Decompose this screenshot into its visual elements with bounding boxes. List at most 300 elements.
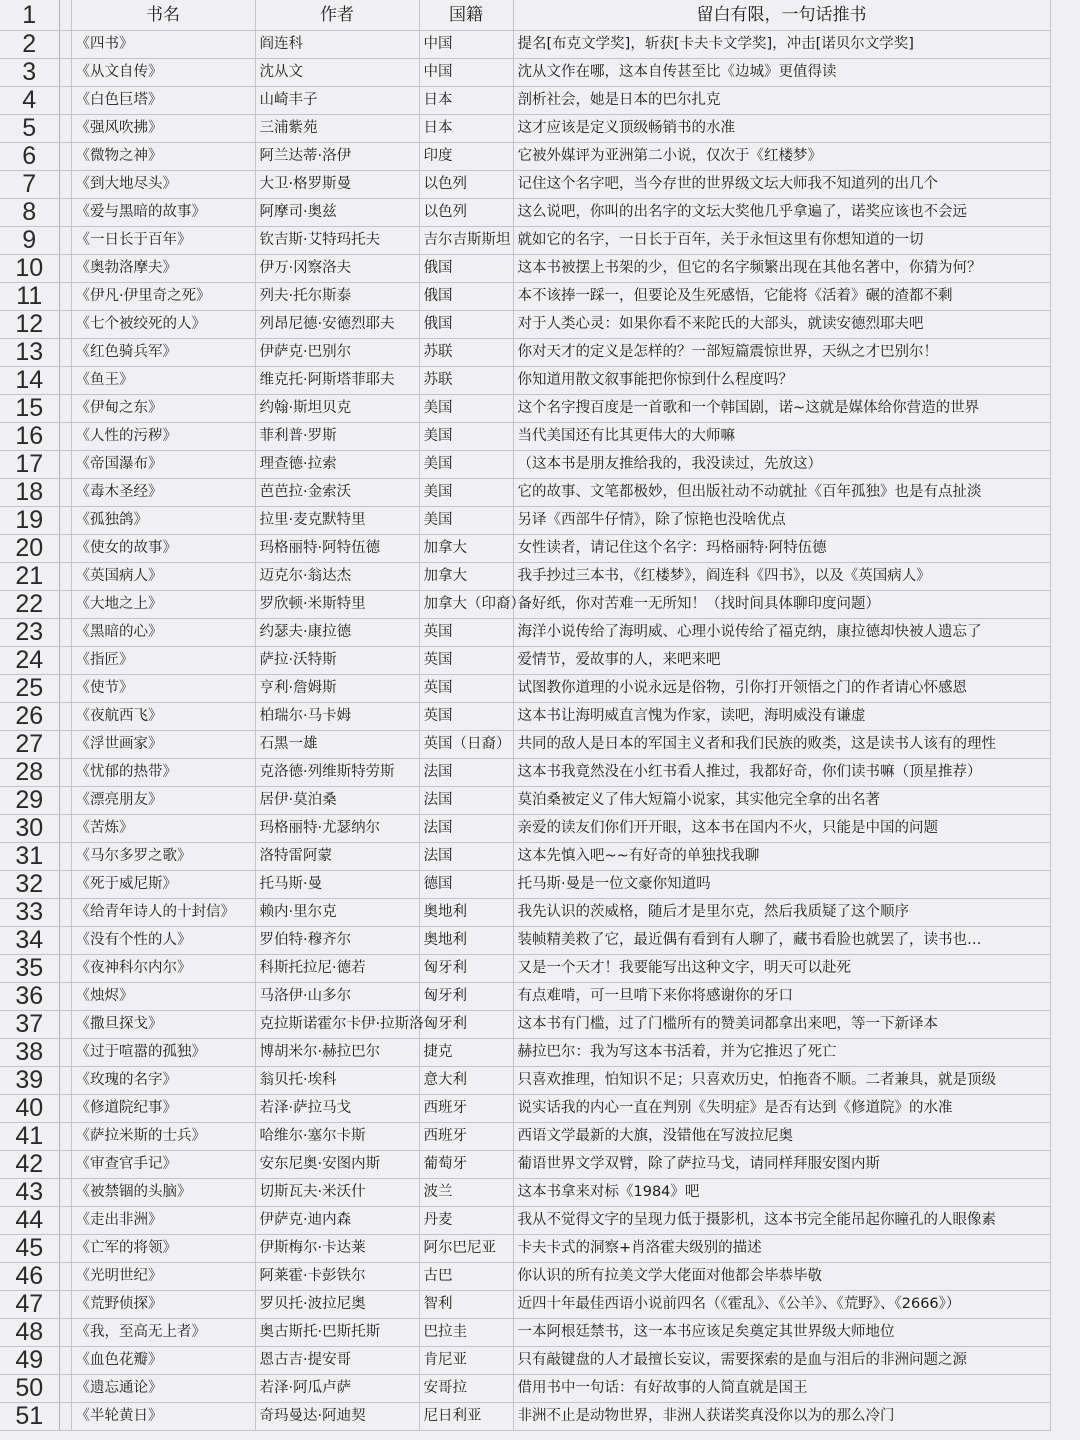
author-cell[interactable]: 玛格丽特·尤瑟纳尔 <box>255 815 419 843</box>
header-recommendation[interactable]: 留白有限，一句话推书 <box>513 0 1050 31</box>
gap-cell[interactable] <box>59 143 71 171</box>
row-number[interactable]: 48 <box>0 1319 59 1347</box>
country-cell[interactable]: 波兰 <box>419 1179 513 1207</box>
row-number[interactable]: 43 <box>0 1179 59 1207</box>
recommendation-cell[interactable]: 近四十年最佳西语小说前四名（《霍乱》、《公羊》、《荒野》、《2666》） <box>513 1291 1050 1319</box>
author-cell[interactable]: 阎连科 <box>255 31 419 59</box>
recommendation-cell[interactable]: 沈从文作在哪，这本自传甚至比《边城》更值得读 <box>513 59 1050 87</box>
recommendation-cell[interactable]: 海洋小说传给了海明威、心理小说传给了福克纳，康拉德却快被人遗忘了 <box>513 619 1050 647</box>
country-cell[interactable]: 西班牙 <box>419 1123 513 1151</box>
book-cell[interactable]: 《从文自传》 <box>71 59 255 87</box>
book-cell[interactable]: 《苦炼》 <box>71 815 255 843</box>
recommendation-cell[interactable]: 女性读者，请记住这个名字：玛格丽特·阿特伍德 <box>513 535 1050 563</box>
row-number[interactable]: 15 <box>0 395 59 423</box>
author-cell[interactable]: 翁贝托·埃科 <box>255 1067 419 1095</box>
row-number[interactable]: 5 <box>0 115 59 143</box>
gap-cell[interactable] <box>59 1179 71 1207</box>
country-cell[interactable]: 法国 <box>419 787 513 815</box>
country-cell[interactable]: 苏联 <box>419 339 513 367</box>
author-cell[interactable]: 钦吉斯·艾特玛托夫 <box>255 227 419 255</box>
author-cell[interactable]: 罗伯特·穆齐尔 <box>255 927 419 955</box>
country-cell[interactable]: 加拿大 <box>419 535 513 563</box>
recommendation-cell[interactable]: 非洲不止是动物世界，非洲人获诺奖真没你以为的那么冷门 <box>513 1403 1050 1431</box>
country-cell[interactable]: 苏联 <box>419 367 513 395</box>
country-cell[interactable]: 肯尼亚 <box>419 1347 513 1375</box>
country-cell[interactable]: 匈牙利 <box>419 955 513 983</box>
book-cell[interactable]: 《微物之神》 <box>71 143 255 171</box>
row-number[interactable]: 17 <box>0 451 59 479</box>
author-cell[interactable]: 伊万·冈察洛夫 <box>255 255 419 283</box>
author-cell[interactable]: 安东尼奥·安图内斯 <box>255 1151 419 1179</box>
gap-cell[interactable] <box>59 871 71 899</box>
country-cell[interactable]: 以色列 <box>419 171 513 199</box>
recommendation-cell[interactable]: 试图教你道理的小说永远是俗物，引你打开领悟之门的作者请心怀感恩 <box>513 675 1050 703</box>
gap-cell[interactable] <box>59 563 71 591</box>
country-cell[interactable]: 古巴 <box>419 1263 513 1291</box>
recommendation-cell[interactable]: 这本书被摆上书架的少，但它的名字频繁出现在其他名著中，你猜为何？ <box>513 255 1050 283</box>
recommendation-cell[interactable]: 就如它的名字，一日长于百年，关于永恒这里有你想知道的一切 <box>513 227 1050 255</box>
country-cell[interactable]: 加拿大 <box>419 563 513 591</box>
recommendation-cell[interactable]: 托马斯·曼是一位文豪你知道吗 <box>513 871 1050 899</box>
author-cell[interactable]: 阿兰达蒂·洛伊 <box>255 143 419 171</box>
recommendation-cell[interactable]: 说实话我的内心一直在判别《失明症》是否有达到《修道院》的水准 <box>513 1095 1050 1123</box>
author-cell[interactable]: 奥古斯托·巴斯托斯 <box>255 1319 419 1347</box>
recommendation-cell[interactable]: 它的故事、文笔都极妙，但出版社动不动就扯《百年孤独》也是有点扯淡 <box>513 479 1050 507</box>
author-cell[interactable]: 沈从文 <box>255 59 419 87</box>
country-cell[interactable]: 葡萄牙 <box>419 1151 513 1179</box>
book-cell[interactable]: 《一日长于百年》 <box>71 227 255 255</box>
gap-cell[interactable] <box>59 955 71 983</box>
book-cell[interactable]: 《烛烬》 <box>71 983 255 1011</box>
country-cell[interactable]: 日本 <box>419 115 513 143</box>
author-cell[interactable]: 拉里·麦克默特里 <box>255 507 419 535</box>
gap-cell[interactable] <box>59 115 71 143</box>
country-cell[interactable]: 匈牙利 <box>419 1011 513 1039</box>
book-cell[interactable]: 《使女的故事》 <box>71 535 255 563</box>
country-cell[interactable]: 俄国 <box>419 311 513 339</box>
country-cell[interactable]: 美国 <box>419 451 513 479</box>
recommendation-cell[interactable]: 这本书拿来对标《1984》吧 <box>513 1179 1050 1207</box>
row-number[interactable]: 26 <box>0 703 59 731</box>
book-cell[interactable]: 《没有个性的人》 <box>71 927 255 955</box>
country-cell[interactable]: 英国 <box>419 647 513 675</box>
recommendation-cell[interactable]: 你知道用散文叙事能把你惊到什么程度吗？ <box>513 367 1050 395</box>
country-cell[interactable]: 英国（日裔） <box>419 731 513 759</box>
country-cell[interactable]: 中国 <box>419 59 513 87</box>
book-cell[interactable]: 《毒木圣经》 <box>71 479 255 507</box>
country-cell[interactable]: 法国 <box>419 759 513 787</box>
row-number[interactable]: 1 <box>0 0 59 31</box>
author-cell[interactable]: 克洛德·列维斯特劳斯 <box>255 759 419 787</box>
row-number[interactable]: 30 <box>0 815 59 843</box>
author-cell[interactable]: 维克托·阿斯塔菲耶夫 <box>255 367 419 395</box>
row-number[interactable]: 39 <box>0 1067 59 1095</box>
gap-cell[interactable] <box>59 451 71 479</box>
book-cell[interactable]: 《半轮黄日》 <box>71 1403 255 1431</box>
book-cell[interactable]: 《黑暗的心》 <box>71 619 255 647</box>
row-number[interactable]: 19 <box>0 507 59 535</box>
recommendation-cell[interactable]: 我手抄过三本书，《红楼梦》，阎连科《四书》，以及《英国病人》 <box>513 563 1050 591</box>
gap-cell[interactable] <box>59 1067 71 1095</box>
row-number[interactable]: 25 <box>0 675 59 703</box>
country-cell[interactable]: 阿尔巴尼亚 <box>419 1235 513 1263</box>
country-cell[interactable]: 捷克 <box>419 1039 513 1067</box>
row-number[interactable]: 29 <box>0 787 59 815</box>
row-number[interactable]: 22 <box>0 591 59 619</box>
gap-cell[interactable] <box>59 983 71 1011</box>
row-number[interactable]: 13 <box>0 339 59 367</box>
recommendation-cell[interactable]: 另译《西部牛仔情》，除了惊艳也没啥优点 <box>513 507 1050 535</box>
recommendation-cell[interactable]: 我从不觉得文字的呈现力低于摄影机，这本书完全能吊起你瞳孔的人眼像素 <box>513 1207 1050 1235</box>
author-cell[interactable]: 约翰·斯坦贝克 <box>255 395 419 423</box>
country-cell[interactable]: 丹麦 <box>419 1207 513 1235</box>
header-country[interactable]: 国籍 <box>419 0 513 31</box>
author-cell[interactable]: 切斯瓦夫·米沃什 <box>255 1179 419 1207</box>
gap-cell[interactable] <box>59 731 71 759</box>
country-cell[interactable]: 吉尔吉斯斯坦 <box>419 227 513 255</box>
author-cell[interactable]: 迈克尔·翁达杰 <box>255 563 419 591</box>
recommendation-cell[interactable]: 剖析社会，她是日本的巴尔扎克 <box>513 87 1050 115</box>
row-number[interactable]: 42 <box>0 1151 59 1179</box>
row-number[interactable]: 45 <box>0 1235 59 1263</box>
row-number[interactable]: 50 <box>0 1375 59 1403</box>
recommendation-cell[interactable]: 本不该捧一踩一，但要论及生死感悟，它能将《活着》碾的渣都不剩 <box>513 283 1050 311</box>
row-number[interactable]: 18 <box>0 479 59 507</box>
row-number[interactable]: 24 <box>0 647 59 675</box>
row-number[interactable]: 3 <box>0 59 59 87</box>
author-cell[interactable]: 托马斯·曼 <box>255 871 419 899</box>
author-cell[interactable]: 理查德·拉索 <box>255 451 419 479</box>
gap-cell[interactable] <box>59 843 71 871</box>
gap-cell[interactable] <box>59 507 71 535</box>
country-cell[interactable]: 奥地利 <box>419 899 513 927</box>
row-number[interactable]: 23 <box>0 619 59 647</box>
book-cell[interactable]: 《人性的污秽》 <box>71 423 255 451</box>
gap-cell[interactable] <box>59 31 71 59</box>
gap-cell[interactable] <box>59 0 71 31</box>
gap-cell[interactable] <box>59 1207 71 1235</box>
recommendation-cell[interactable]: 这本先慎入吧~~有好奇的单独找我聊 <box>513 843 1050 871</box>
row-number[interactable]: 36 <box>0 983 59 1011</box>
header-book[interactable]: 书名 <box>71 0 255 31</box>
gap-cell[interactable] <box>59 395 71 423</box>
author-cell[interactable]: 克拉斯诺霍尔卡伊·拉斯洛 <box>255 1011 419 1039</box>
book-cell[interactable]: 《亡军的将领》 <box>71 1235 255 1263</box>
book-cell[interactable]: 《玫瑰的名字》 <box>71 1067 255 1095</box>
country-cell[interactable]: 巴拉圭 <box>419 1319 513 1347</box>
book-cell[interactable]: 《光明世纪》 <box>71 1263 255 1291</box>
gap-cell[interactable] <box>59 899 71 927</box>
country-cell[interactable]: 以色列 <box>419 199 513 227</box>
recommendation-cell[interactable]: （这本书是朋友推给我的，我没读过，先放这） <box>513 451 1050 479</box>
author-cell[interactable]: 奇玛曼达·阿迪契 <box>255 1403 419 1431</box>
gap-cell[interactable] <box>59 283 71 311</box>
book-cell[interactable]: 《使节》 <box>71 675 255 703</box>
country-cell[interactable]: 日本 <box>419 87 513 115</box>
book-cell[interactable]: 《强风吹拂》 <box>71 115 255 143</box>
author-cell[interactable]: 三浦紫苑 <box>255 115 419 143</box>
row-number[interactable]: 40 <box>0 1095 59 1123</box>
book-cell[interactable]: 《爱与黑暗的故事》 <box>71 199 255 227</box>
book-cell[interactable]: 《漂亮朋友》 <box>71 787 255 815</box>
row-number[interactable]: 8 <box>0 199 59 227</box>
gap-cell[interactable] <box>59 367 71 395</box>
book-cell[interactable]: 《七个被绞死的人》 <box>71 311 255 339</box>
book-cell[interactable]: 《浮世画家》 <box>71 731 255 759</box>
gap-cell[interactable] <box>59 1151 71 1179</box>
author-cell[interactable]: 亨利·詹姆斯 <box>255 675 419 703</box>
row-number[interactable]: 51 <box>0 1403 59 1431</box>
row-number[interactable]: 20 <box>0 535 59 563</box>
country-cell[interactable]: 英国 <box>419 703 513 731</box>
gap-cell[interactable] <box>59 1319 71 1347</box>
author-cell[interactable]: 伊萨克·巴别尔 <box>255 339 419 367</box>
book-cell[interactable]: 《马尔多罗之歌》 <box>71 843 255 871</box>
gap-cell[interactable] <box>59 1235 71 1263</box>
row-number[interactable]: 10 <box>0 255 59 283</box>
book-cell[interactable]: 《夜航西飞》 <box>71 703 255 731</box>
author-cell[interactable]: 哈维尔·塞尔卡斯 <box>255 1123 419 1151</box>
book-cell[interactable]: 《过于喧嚣的孤独》 <box>71 1039 255 1067</box>
recommendation-cell[interactable]: 只喜欢推理，怕知识不足；只喜欢历史，怕拖沓不顺。二者兼具，就是顶级 <box>513 1067 1050 1095</box>
recommendation-cell[interactable]: 这才应该是定义顶级畅销书的水准 <box>513 115 1050 143</box>
country-cell[interactable]: 中国 <box>419 31 513 59</box>
book-cell[interactable]: 《帝国瀑布》 <box>71 451 255 479</box>
row-number[interactable]: 16 <box>0 423 59 451</box>
gap-cell[interactable] <box>59 703 71 731</box>
row-number[interactable]: 33 <box>0 899 59 927</box>
recommendation-cell[interactable]: 你对天才的定义是怎样的？一部短篇震惊世界，天纵之才巴别尔！ <box>513 339 1050 367</box>
gap-cell[interactable] <box>59 87 71 115</box>
gap-cell[interactable] <box>59 199 71 227</box>
gap-cell[interactable] <box>59 1011 71 1039</box>
country-cell[interactable]: 匈牙利 <box>419 983 513 1011</box>
country-cell[interactable]: 西班牙 <box>419 1095 513 1123</box>
book-cell[interactable]: 《审查官手记》 <box>71 1151 255 1179</box>
row-number[interactable]: 11 <box>0 283 59 311</box>
row-number[interactable]: 28 <box>0 759 59 787</box>
book-cell[interactable]: 《红色骑兵军》 <box>71 339 255 367</box>
author-cell[interactable]: 玛格丽特·阿特伍德 <box>255 535 419 563</box>
author-cell[interactable]: 伊萨克·迪内森 <box>255 1207 419 1235</box>
recommendation-cell[interactable]: 只有敲键盘的人才最擅长妄议，需要探索的是血与泪后的非洲问题之源 <box>513 1347 1050 1375</box>
country-cell[interactable]: 美国 <box>419 479 513 507</box>
row-number[interactable]: 37 <box>0 1011 59 1039</box>
country-cell[interactable]: 英国 <box>419 675 513 703</box>
book-cell[interactable]: 《奥勃洛摩夫》 <box>71 255 255 283</box>
book-cell[interactable]: 《忧郁的热带》 <box>71 759 255 787</box>
recommendation-cell[interactable]: 对于人类心灵：如果你看不来陀氏的大部头，就读安德烈耶夫吧 <box>513 311 1050 339</box>
book-cell[interactable]: 《伊凡·伊里奇之死》 <box>71 283 255 311</box>
book-cell[interactable]: 《四书》 <box>71 31 255 59</box>
recommendation-cell[interactable]: 提名[布克文学奖]，斩获[卡夫卡文学奖]，冲击[诺贝尔文学奖] <box>513 31 1050 59</box>
gap-cell[interactable] <box>59 759 71 787</box>
author-cell[interactable]: 罗欣顿·米斯特里 <box>255 591 419 619</box>
gap-cell[interactable] <box>59 171 71 199</box>
author-cell[interactable]: 伊斯梅尔·卡达莱 <box>255 1235 419 1263</box>
author-cell[interactable]: 石黑一雄 <box>255 731 419 759</box>
row-number[interactable]: 34 <box>0 927 59 955</box>
row-number[interactable]: 2 <box>0 31 59 59</box>
country-cell[interactable]: 奥地利 <box>419 927 513 955</box>
gap-cell[interactable] <box>59 311 71 339</box>
gap-cell[interactable] <box>59 227 71 255</box>
gap-cell[interactable] <box>59 1403 71 1431</box>
row-number[interactable]: 14 <box>0 367 59 395</box>
row-number[interactable]: 44 <box>0 1207 59 1235</box>
book-cell[interactable]: 《大地之上》 <box>71 591 255 619</box>
book-cell[interactable]: 《走出非洲》 <box>71 1207 255 1235</box>
gap-cell[interactable] <box>59 1095 71 1123</box>
author-cell[interactable]: 居伊·莫泊桑 <box>255 787 419 815</box>
gap-cell[interactable] <box>59 591 71 619</box>
recommendation-cell[interactable]: 备好纸，你对苦难一无所知！（找时间具体聊印度问题） <box>513 591 1050 619</box>
gap-cell[interactable] <box>59 647 71 675</box>
recommendation-cell[interactable]: 当代美国还有比其更伟大的大师嘛 <box>513 423 1050 451</box>
author-cell[interactable]: 菲利普·罗斯 <box>255 423 419 451</box>
country-cell[interactable]: 法国 <box>419 815 513 843</box>
recommendation-cell[interactable]: 这本书让海明威直言愧为作家，读吧，海明威没有谦虚 <box>513 703 1050 731</box>
row-number[interactable]: 49 <box>0 1347 59 1375</box>
row-number[interactable]: 12 <box>0 311 59 339</box>
recommendation-cell[interactable]: 装帧精美救了它，最近偶有看到有人聊了，藏书看脸也就罢了，读书也… <box>513 927 1050 955</box>
author-cell[interactable]: 若泽·萨拉马戈 <box>255 1095 419 1123</box>
row-number[interactable]: 7 <box>0 171 59 199</box>
recommendation-cell[interactable]: 借用书中一句话：有好故事的人简直就是国王 <box>513 1375 1050 1403</box>
header-author[interactable]: 作者 <box>255 0 419 31</box>
gap-cell[interactable] <box>59 1291 71 1319</box>
recommendation-cell[interactable]: 记住这个名字吧，当今存世的世界级文坛大师我不知道列的出几个 <box>513 171 1050 199</box>
book-cell[interactable]: 《萨拉米斯的士兵》 <box>71 1123 255 1151</box>
gap-cell[interactable] <box>59 1123 71 1151</box>
country-cell[interactable]: 尼日利亚 <box>419 1403 513 1431</box>
country-cell[interactable]: 英国 <box>419 619 513 647</box>
author-cell[interactable]: 赖内·里尔克 <box>255 899 419 927</box>
book-cell[interactable]: 《荒野侦探》 <box>71 1291 255 1319</box>
recommendation-cell[interactable]: 我先认识的茨威格，随后才是里尔克，然后我质疑了这个顺序 <box>513 899 1050 927</box>
row-number[interactable]: 4 <box>0 87 59 115</box>
row-number[interactable]: 38 <box>0 1039 59 1067</box>
gap-cell[interactable] <box>59 59 71 87</box>
gap-cell[interactable] <box>59 815 71 843</box>
book-cell[interactable]: 《到大地尽头》 <box>71 171 255 199</box>
book-cell[interactable]: 《死于威尼斯》 <box>71 871 255 899</box>
author-cell[interactable]: 博胡米尔·赫拉巴尔 <box>255 1039 419 1067</box>
recommendation-cell[interactable]: 共同的敌人是日本的军国主义者和我们民族的败类，这是读书人该有的理性 <box>513 731 1050 759</box>
recommendation-cell[interactable]: 这本书我竟然没在小红书看人推过，我都好奇，你们读书嘛（顶星推荐） <box>513 759 1050 787</box>
recommendation-cell[interactable]: 葡语世界文学双臂，除了萨拉马戈，请同样拜服安图内斯 <box>513 1151 1050 1179</box>
row-number[interactable]: 9 <box>0 227 59 255</box>
author-cell[interactable]: 大卫·格罗斯曼 <box>255 171 419 199</box>
country-cell[interactable]: 美国 <box>419 423 513 451</box>
book-cell[interactable]: 《孤独鸽》 <box>71 507 255 535</box>
gap-cell[interactable] <box>59 927 71 955</box>
country-cell[interactable]: 德国 <box>419 871 513 899</box>
country-cell[interactable]: 印度 <box>419 143 513 171</box>
country-cell[interactable]: 加拿大（印裔） <box>419 591 513 619</box>
book-cell[interactable]: 《夜神科尔内尔》 <box>71 955 255 983</box>
row-number[interactable]: 32 <box>0 871 59 899</box>
recommendation-cell[interactable]: 又是一个天才！我要能写出这种文字，明天可以赴死 <box>513 955 1050 983</box>
author-cell[interactable]: 阿莱霍·卡彭铁尔 <box>255 1263 419 1291</box>
book-cell[interactable]: 《血色花瓣》 <box>71 1347 255 1375</box>
gap-cell[interactable] <box>59 339 71 367</box>
author-cell[interactable]: 洛特雷阿蒙 <box>255 843 419 871</box>
recommendation-cell[interactable]: 这么说吧，你叫的出名字的文坛大奖他几乎拿遍了，诺奖应该也不会远 <box>513 199 1050 227</box>
country-cell[interactable]: 法国 <box>419 843 513 871</box>
gap-cell[interactable] <box>59 787 71 815</box>
author-cell[interactable]: 山崎丰子 <box>255 87 419 115</box>
author-cell[interactable]: 阿摩司·奥兹 <box>255 199 419 227</box>
book-cell[interactable]: 《修道院纪事》 <box>71 1095 255 1123</box>
book-cell[interactable]: 《白色巨塔》 <box>71 87 255 115</box>
recommendation-cell[interactable]: 赫拉巴尔：我为写这本书活着，并为它推迟了死亡 <box>513 1039 1050 1067</box>
author-cell[interactable]: 列昂尼德·安德烈耶夫 <box>255 311 419 339</box>
row-number[interactable]: 21 <box>0 563 59 591</box>
gap-cell[interactable] <box>59 1039 71 1067</box>
row-number[interactable]: 27 <box>0 731 59 759</box>
book-cell[interactable]: 《给青年诗人的十封信》 <box>71 899 255 927</box>
author-cell[interactable]: 科斯托拉尼·德若 <box>255 955 419 983</box>
author-cell[interactable]: 列夫·托尔斯泰 <box>255 283 419 311</box>
country-cell[interactable]: 美国 <box>419 507 513 535</box>
author-cell[interactable]: 约瑟夫·康拉德 <box>255 619 419 647</box>
recommendation-cell[interactable]: 莫泊桑被定义了伟大短篇小说家，其实他完全拿的出名著 <box>513 787 1050 815</box>
recommendation-cell[interactable]: 你认识的所有拉美文学大佬面对他都会毕恭毕敬 <box>513 1263 1050 1291</box>
recommendation-cell[interactable]: 亲爱的读友们你们开开眼，这本书在国内不火，只能是中国的问题 <box>513 815 1050 843</box>
row-number[interactable]: 41 <box>0 1123 59 1151</box>
row-number[interactable]: 47 <box>0 1291 59 1319</box>
book-cell[interactable]: 《指匠》 <box>71 647 255 675</box>
row-number[interactable]: 35 <box>0 955 59 983</box>
recommendation-cell[interactable]: 这本书有门槛，过了门槛所有的赞美词都拿出来吧，等一下新译本 <box>513 1011 1050 1039</box>
recommendation-cell[interactable]: 一本阿根廷禁书，这一本书应该足矣奠定其世界级大师地位 <box>513 1319 1050 1347</box>
country-cell[interactable]: 安哥拉 <box>419 1375 513 1403</box>
row-number[interactable]: 31 <box>0 843 59 871</box>
gap-cell[interactable] <box>59 1263 71 1291</box>
country-cell[interactable]: 意大利 <box>419 1067 513 1095</box>
recommendation-cell[interactable]: 卡夫卡式的洞察+肖洛霍夫级别的描述 <box>513 1235 1050 1263</box>
gap-cell[interactable] <box>59 1375 71 1403</box>
book-cell[interactable]: 《遗忘通论》 <box>71 1375 255 1403</box>
book-cell[interactable]: 《我，至高无上者》 <box>71 1319 255 1347</box>
recommendation-cell[interactable]: 有点难啃，可一旦啃下来你将感谢你的牙口 <box>513 983 1050 1011</box>
book-cell[interactable]: 《鱼王》 <box>71 367 255 395</box>
book-cell[interactable]: 《撒旦探戈》 <box>71 1011 255 1039</box>
gap-cell[interactable] <box>59 619 71 647</box>
author-cell[interactable]: 柏瑞尔·马卡姆 <box>255 703 419 731</box>
gap-cell[interactable] <box>59 1347 71 1375</box>
author-cell[interactable]: 芭芭拉·金索沃 <box>255 479 419 507</box>
author-cell[interactable]: 若泽·阿瓜卢萨 <box>255 1375 419 1403</box>
gap-cell[interactable] <box>59 423 71 451</box>
book-cell[interactable]: 《被禁锢的头脑》 <box>71 1179 255 1207</box>
recommendation-cell[interactable]: 这个名字搜百度是一首歌和一个韩国剧，诺~这就是媒体给你营造的世界 <box>513 395 1050 423</box>
row-number[interactable]: 6 <box>0 143 59 171</box>
recommendation-cell[interactable]: 爱情节，爱故事的人，来吧来吧 <box>513 647 1050 675</box>
author-cell[interactable]: 萨拉·沃特斯 <box>255 647 419 675</box>
gap-cell[interactable] <box>59 479 71 507</box>
gap-cell[interactable] <box>59 255 71 283</box>
gap-cell[interactable] <box>59 535 71 563</box>
row-number[interactable]: 46 <box>0 1263 59 1291</box>
book-cell[interactable]: 《伊甸之东》 <box>71 395 255 423</box>
country-cell[interactable]: 俄国 <box>419 255 513 283</box>
recommendation-cell[interactable]: 它被外媒评为亚洲第二小说，仅次于《红楼梦》 <box>513 143 1050 171</box>
gap-cell[interactable] <box>59 675 71 703</box>
book-cell[interactable]: 《英国病人》 <box>71 563 255 591</box>
author-cell[interactable]: 罗贝托·波拉尼奥 <box>255 1291 419 1319</box>
